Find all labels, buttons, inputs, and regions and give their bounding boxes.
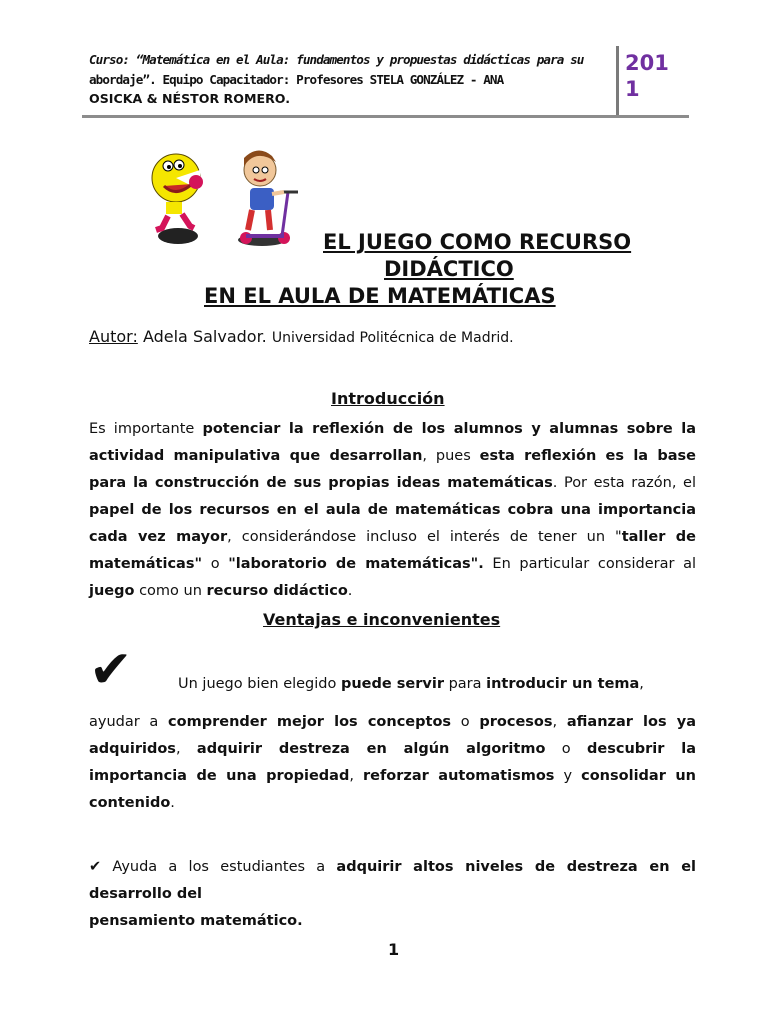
ventajas-paragraph xyxy=(89,709,696,817)
intro-text-8: . xyxy=(347,583,353,599)
scooter-boy-image xyxy=(232,142,302,248)
intro-text-5: o xyxy=(202,556,229,572)
ventajas-bullet-bold-1: adquirir altos niveles de destreza en el desarrollo del xyxy=(89,859,696,902)
intro-bold-3: papel de los recursos en el aula de matemáticas cobra una importancia cada vez mayor xyxy=(89,502,696,545)
intro-bold-1: potenciar la reflexión de los alumnos y alumnas sobre la actividad manipulativa que desarrollan xyxy=(89,421,696,464)
ventajas-p2-text-8: . xyxy=(170,795,175,811)
intro-text-2: , pues xyxy=(422,448,480,464)
ventajas-bullet xyxy=(89,854,696,935)
ventajas-p2-text-2: o xyxy=(451,714,480,730)
ventajas-p2-text-4: , xyxy=(175,741,197,757)
ventajas-p2-bold-7: consolidar un contenido xyxy=(89,768,696,811)
intro-text-4: , considerándose incluso el interés de tener un " xyxy=(227,529,622,545)
small-checkmark-icon: ✔ xyxy=(89,859,102,875)
ventajas-p2-text-3: , xyxy=(552,714,567,730)
ventajas-p2-text-5: o xyxy=(545,741,588,757)
intro-paragraph xyxy=(89,416,696,605)
ventajas-p2-bold-2: procesos xyxy=(479,714,553,730)
ventajas-bullet-text: Ayuda a los estudiantes a xyxy=(101,859,337,875)
title-line-3: EN EL AULA DE MATEMÁTICAS xyxy=(204,284,556,308)
course-header-line-2: abordaje”. Equipo Capacitador: Profesores STELA GONZÁLEZ - ANA xyxy=(89,71,504,87)
intro-bold-2: esta reflexión es la base para la construcción de sus propias ideas matemáticas xyxy=(89,448,696,491)
header-divider-vertical xyxy=(616,46,619,116)
intro-bold-4: taller de matemáticas" xyxy=(89,529,696,572)
checkmark-icon: ✔ xyxy=(89,640,133,700)
ventajas-p2-bold-5: descubrir la importancia de una propiedad xyxy=(89,741,696,784)
ventajas-bold-2: introducir un tema xyxy=(486,676,640,692)
ventajas-text-3: , xyxy=(639,676,644,692)
course-header-line-1: Curso: “Matemática en el Aula: fundamentos y propuestas didácticas para su xyxy=(89,52,584,67)
intro-text-6: En particular considerar al xyxy=(483,556,697,572)
author-label: Autor: xyxy=(89,327,138,346)
author-line xyxy=(89,327,514,346)
ventajas-p2-text-7: y xyxy=(554,768,582,784)
intro-bold-5: "laboratorio de matemáticas". xyxy=(228,556,484,572)
header-year-part-1: 201 xyxy=(625,51,669,75)
ventajas-heading: Ventajas e inconvenientes xyxy=(263,610,501,629)
ventajas-text-2: para xyxy=(443,676,487,692)
ventajas-bold-1: puede servir xyxy=(340,676,444,692)
ventajas-p2-text-1: ayudar a xyxy=(89,714,169,730)
intro-bold-6: juego xyxy=(89,583,135,599)
ventajas-p2-bold-3: afianzar los ya adquiridos xyxy=(89,714,697,757)
ventajas-text-1: Un juego bien elegido xyxy=(178,676,341,692)
intro-text-3: . Por esta razón, el xyxy=(552,475,696,491)
intro-text-1: Es importante xyxy=(89,421,203,437)
title-line-1: EL JUEGO COMO RECURSO xyxy=(323,230,632,254)
author-name: Adela Salvador. xyxy=(142,327,267,346)
page-number: 1 xyxy=(388,940,400,959)
header-year-part-2: 1 xyxy=(625,77,640,101)
course-header xyxy=(89,50,613,109)
header-year xyxy=(625,50,669,102)
ventajas-p2-text-6: , xyxy=(349,768,363,784)
intro-heading: Introducción xyxy=(331,389,445,408)
title-line-2: DIDÁCTICO xyxy=(384,257,514,281)
intro-text-7: como un xyxy=(134,583,207,599)
pacman-runner-image xyxy=(146,142,206,246)
intro-bold-7: recurso didáctico xyxy=(206,583,348,599)
course-header-line-3: OSICKA & NÉSTOR ROMERO. xyxy=(89,91,291,106)
header-divider-horizontal xyxy=(82,115,689,118)
ventajas-p2-bold-4: adquirir destreza en algún algoritmo xyxy=(196,741,546,757)
ventajas-p2-bold-6: reforzar automatismos xyxy=(363,768,555,784)
ventajas-first-line xyxy=(178,676,644,692)
ventajas-bullet-bold-2: pensamiento matemático. xyxy=(89,913,303,929)
ventajas-p2-bold-1: comprender mejor los conceptos xyxy=(168,714,452,730)
author-affiliation: Universidad Politécnica de Madrid. xyxy=(271,330,514,346)
